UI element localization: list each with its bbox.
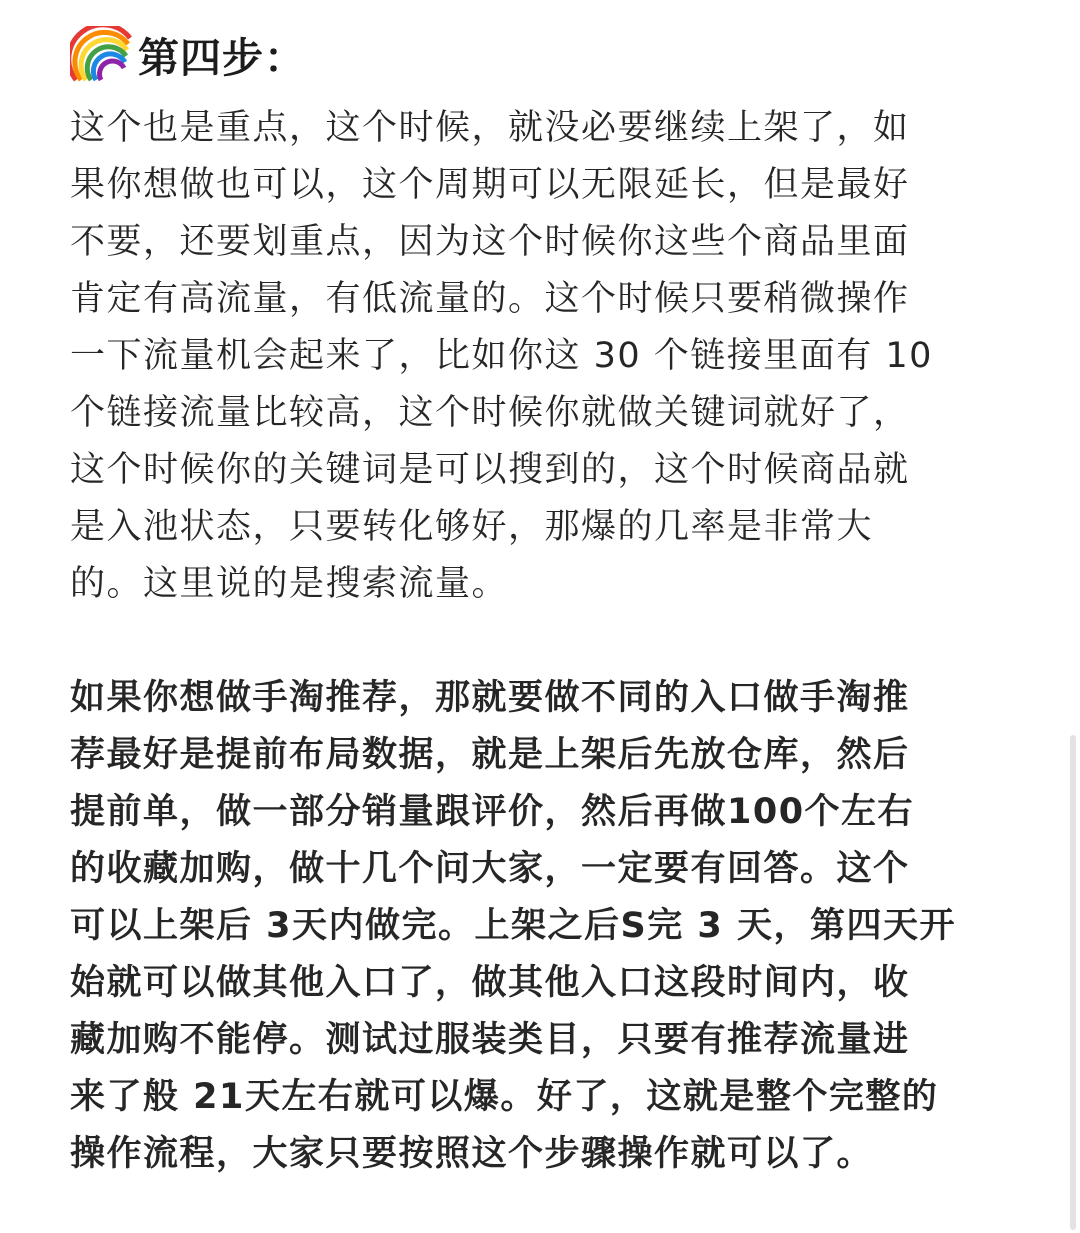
text-line: 提前单，做一部分销量跟评价，然后再做100个左右 [70, 792, 915, 832]
text-line: 是入池状态，只要转化够好，那爆的几率是非常大 [70, 507, 874, 547]
text-line: 操作流程，大家只要按照这个步骤操作就可以了。 [70, 1134, 874, 1174]
text-line: 个链接流量比较高，这个时候你就做关键词就好了， [70, 393, 910, 433]
text-line: 如果你想做手淘推荐，那就要做不同的入口做手淘推 [70, 678, 910, 718]
text-line: 荐最好是提前布局数据，就是上架后先放仓库，然后 [70, 735, 910, 775]
text-line: 肯定有高流量，有低流量的。这个时候只要稍微操作 [70, 279, 910, 319]
text-line: 这个也是重点，这个时候，就没必要继续上架了，如 [70, 108, 910, 148]
text-line: 这个时候你的关键词是可以搜到的，这个时候商品就 [70, 450, 910, 490]
text-line: 的收藏加购，做十几个问大家，一定要有回答。这个 [70, 849, 910, 889]
section-title: 第四步： [138, 33, 306, 82]
rainbow-icon [70, 26, 132, 82]
text-line: 不要，还要划重点，因为这个时候你这些个商品里面 [70, 222, 910, 262]
text-line: 可以上架后 3天内做完。上架之后S完 3 天，第四天开 [70, 906, 956, 946]
text-line: 来了般 21天左右就可以爆。好了，这就是整个完整的 [70, 1077, 939, 1117]
scrollbar[interactable] [1070, 735, 1076, 1230]
text-line: 果你想做也可以，这个周期可以无限延长，但是最好 [70, 165, 910, 205]
text-line: 的。这里说的是搜索流量。 [70, 564, 509, 604]
paragraph-search-traffic [70, 100, 1010, 613]
paragraph-recommendation [70, 670, 1010, 1183]
text-line: 一下流量机会起来了，比如你这 30 个链接里面有 10 [70, 336, 933, 376]
text-line: 藏加购不能停。测试过服装类目，只要有推荐流量进 [70, 1020, 910, 1060]
text-line: 始就可以做其他入口了，做其他入口这段时间内，收 [70, 963, 910, 1003]
section-heading [70, 24, 306, 84]
